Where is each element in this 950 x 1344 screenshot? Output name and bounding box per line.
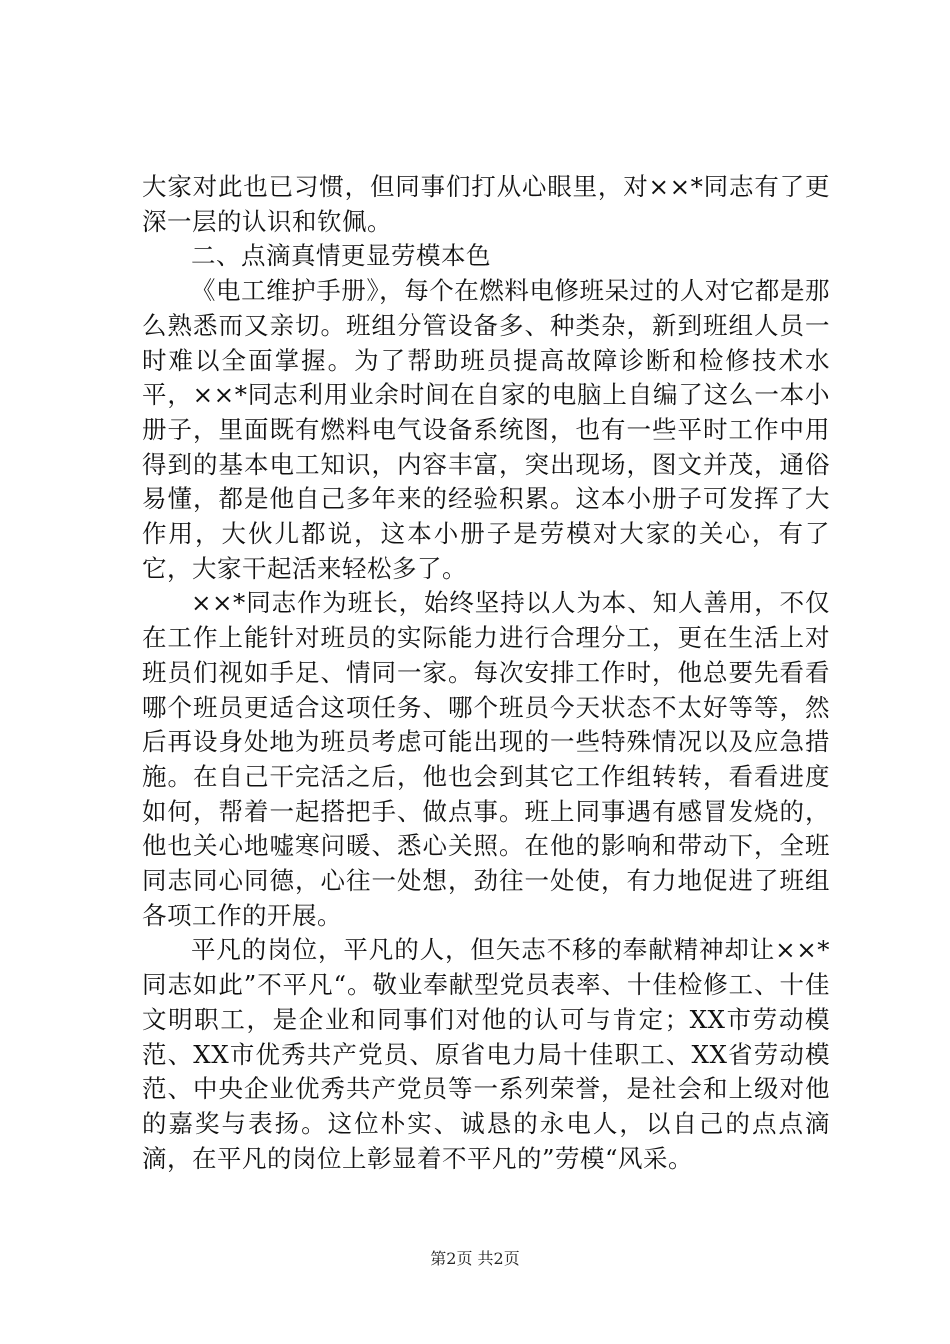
paragraph-team-leader: ××*同志作为班长，始终坚持以人为本、知人善用，不仅在工作上能针对班员的实际能力进行合理分工，更在生活上对班员们视如手足、情同一家。每次安排工作时，他总要先看看哪个班员更适合这项任务、哪个班员今天状态不太好等等，然后再设身处地为班员考虑可能出现的一些特殊情况以及应急措施。在自己干完活之后，他也会到其它工作组转转，看看进度如何，帮着一起搭把手、做点事。班上同事遇有感冒发烧的，他也关心地嘘寒问暖、悉心关照。在他的影响和带动下，全班同志同心同德，心往一处想，劲往一处使，有力地促进了班组各项工作的开展。: [142, 588, 830, 930]
section-heading: 二、点滴真情更显劳模本色: [191, 241, 491, 271]
paragraph-manual: 《电工维护手册》，每个在燃料电修班呆过的人对它都是那么熟悉而又亲切。班组分管设备多、种类杂，新到班组人员一时难以全面掌握。为了帮助班员提高故障诊断和检修技术水平，××*同志利用业余时间在自家的电脑上自编了这么一本小册子，里面既有燃料电气设备系统图，也有一些平时工作中用得到的基本电工知识，内容丰富，突出现场，图文并茂，通俗易懂，都是他自己多年来的经验积累。这本小册子可发挥了大作用，大伙儿都说，这本小册子是劳模对大家的关心，有了它，大家干起活来轻松多了。: [142, 276, 830, 583]
document-body: [142, 170, 830, 1176]
paragraph-continuation: 大家对此也已习惯，但同事们打从心眼里，对××*同志有了更深一层的认识和钦佩。: [142, 172, 830, 236]
paragraph-honors: 平凡的岗位，平凡的人，但矢志不移的奉献精神却让××*同志如此”不平凡“。敬业奉献型党员表率、十佳检修工、十佳文明职工，是企业和同事们对他的认可与肯定；XX市劳动模范、XX市优秀共产党员、原省电力局十佳职工、XX省劳动模范、中央企业优秀共产党员等一系列荣誉，是社会和上级对他的嘉奖与表扬。这位朴实、诚恳的永电人，以自己的点点滴滴，在平凡的岗位上彰显着不平凡的”劳模“风采。: [142, 935, 830, 1173]
page-number-footer: 第2页 共2页: [430, 1249, 520, 1268]
